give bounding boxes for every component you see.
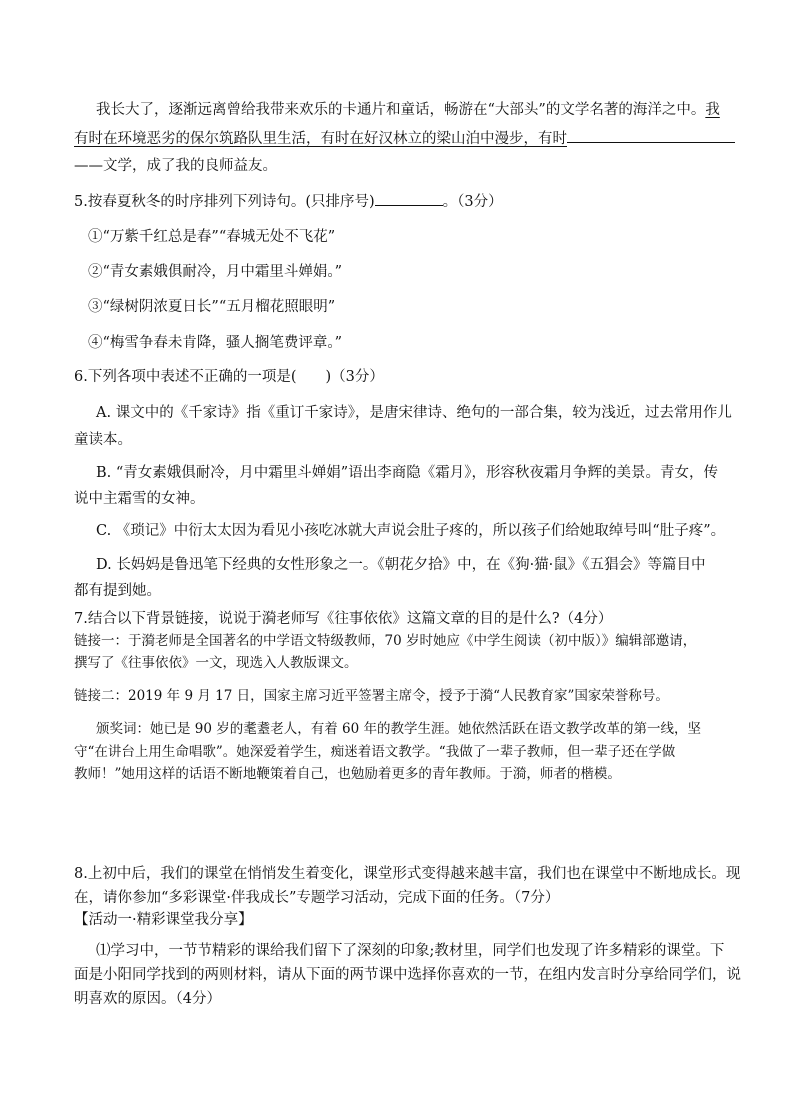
q6-option-d-line-2: 都有提到她。 (74, 583, 161, 599)
q6-option-a-line-2: 童读本。 (74, 432, 132, 448)
intro-answer-blank[interactable] (567, 128, 735, 143)
q7-award-line-1: 颁奖词：她已是 90 岁的耄耋老人，有着 60 年的教学生涯。她依然活跃在语文教学改革的第一线，坚 (96, 721, 702, 737)
q5-option-4: ④“梅雪争春未肯降，骚人搁笔费评章。” (88, 335, 343, 351)
q5-option-2: ②“青女素娥俱耐冷，月中霜里斗婵娟。” (88, 264, 343, 280)
q6-stem: 6.下列各项中表述不正确的一项是( )（3分） (74, 369, 384, 385)
q5-stem: 5.按春夏秋冬的时序排列下列诗句。(只排序号) 。（3分） (74, 191, 503, 212)
q7-award-line-2: 守“在讲台上用生命唱歌”。她深爱着学生，痴迷着语文教学。“我做了一辈子教师，但一辈子还在学做 (74, 744, 676, 760)
q5-option-3: ③“绿树阴浓夏日长”“五月榴花照眼明” (88, 299, 336, 315)
q5-answer-blank[interactable] (375, 191, 443, 206)
q8-activity-heading: 【活动一·精彩课堂我分享】 (74, 912, 253, 928)
q6-option-b-line-2: 说中主霜雪的女神。 (74, 491, 205, 507)
q8-paragraph-line-1: ⑴学习中，一节节精彩的课给我们留下了深刻的印象;教材里，同学们也发现了许多精彩的课堂。下 (96, 943, 725, 959)
q6-option-c: C. 《琐记》中衍太太因为看见小孩吃冰就大声说会肚子疼的，所以孩子们给她取绰号叫“肚子疼”。 (96, 523, 726, 539)
q8-stem-line-2: 在，请你参加“多彩课堂·伴我成长”专题学习活动，完成下面的任务。（7分） (74, 890, 560, 906)
q7-stem: 7.结合以下背景链接，说说于漪老师写《往事依依》这篇文章的目的是什么?（4分） (74, 611, 613, 627)
q7-link-2: 链接二：2019 年 9 月 17 日，国家主席习近平签署主席令，授予于漪“人民教育家”国家荣誉称号。 (74, 688, 669, 704)
q8-stem-line-1: 8.上初中后，我们的课堂在悄悄发生着变化，课堂形式变得越来越丰富，我们也在课堂中不断地成长。现 (74, 866, 741, 882)
q8-paragraph-line-3: 明喜欢的原因。（4分） (74, 991, 221, 1007)
q6-option-b-line-1: B. “青女素娥俱耐冷，月中霜里斗婵娟”语出李商隐《霜月》，形容秋夜霜月争辉的美景。青女，传 (96, 465, 718, 481)
intro-line-3: ——文学，成了我的良师益友。 (74, 158, 277, 174)
q7-link-1-line-2: 撰写了《往事依依》一文，现选入人教版课文。 (74, 655, 358, 671)
q5-option-1: ①“万紫千红总是春”“春城无处不飞花” (88, 229, 336, 245)
q7-award-line-3: 教师！”她用这样的话语不断地鞭策着自己，也勉励着更多的青年教师。于漪，师者的楷模。 (74, 766, 621, 782)
q8-paragraph-line-2: 面是小阳同学找到的两则材料，请从下面的两节课中选择你喜欢的一节，在组内发言时分享给同学们，说 (74, 967, 741, 983)
intro-line-1: 我长大了，逐渐远离曾给我带来欢乐的卡通片和童话，畅游在“大部头”的文学名著的海洋之中。我 (96, 102, 720, 118)
q7-link-1-line-1: 链接一：于漪老师是全国著名的中学语文特级教师，70 岁时她应《中学生阅读（初中版）》编辑部邀请， (74, 633, 697, 649)
q6-option-d-line-1: D. 长妈妈是鲁迅笔下经典的女性形象之一。《朝花夕拾》中，在《狗·猫·鼠》《五猖会》等篇目中 (96, 557, 706, 573)
q6-option-a-line-1: A. 课文中的《千家诗》指《重订千家诗》，是唐宋律诗、绝句的一部合集，较为浅近，过去常用作儿 (96, 405, 732, 421)
intro-line-2: 有时在环境恶劣的保尔筑路队里生活，有时在好汉林立的梁山泊中漫步，有时 (74, 128, 735, 149)
